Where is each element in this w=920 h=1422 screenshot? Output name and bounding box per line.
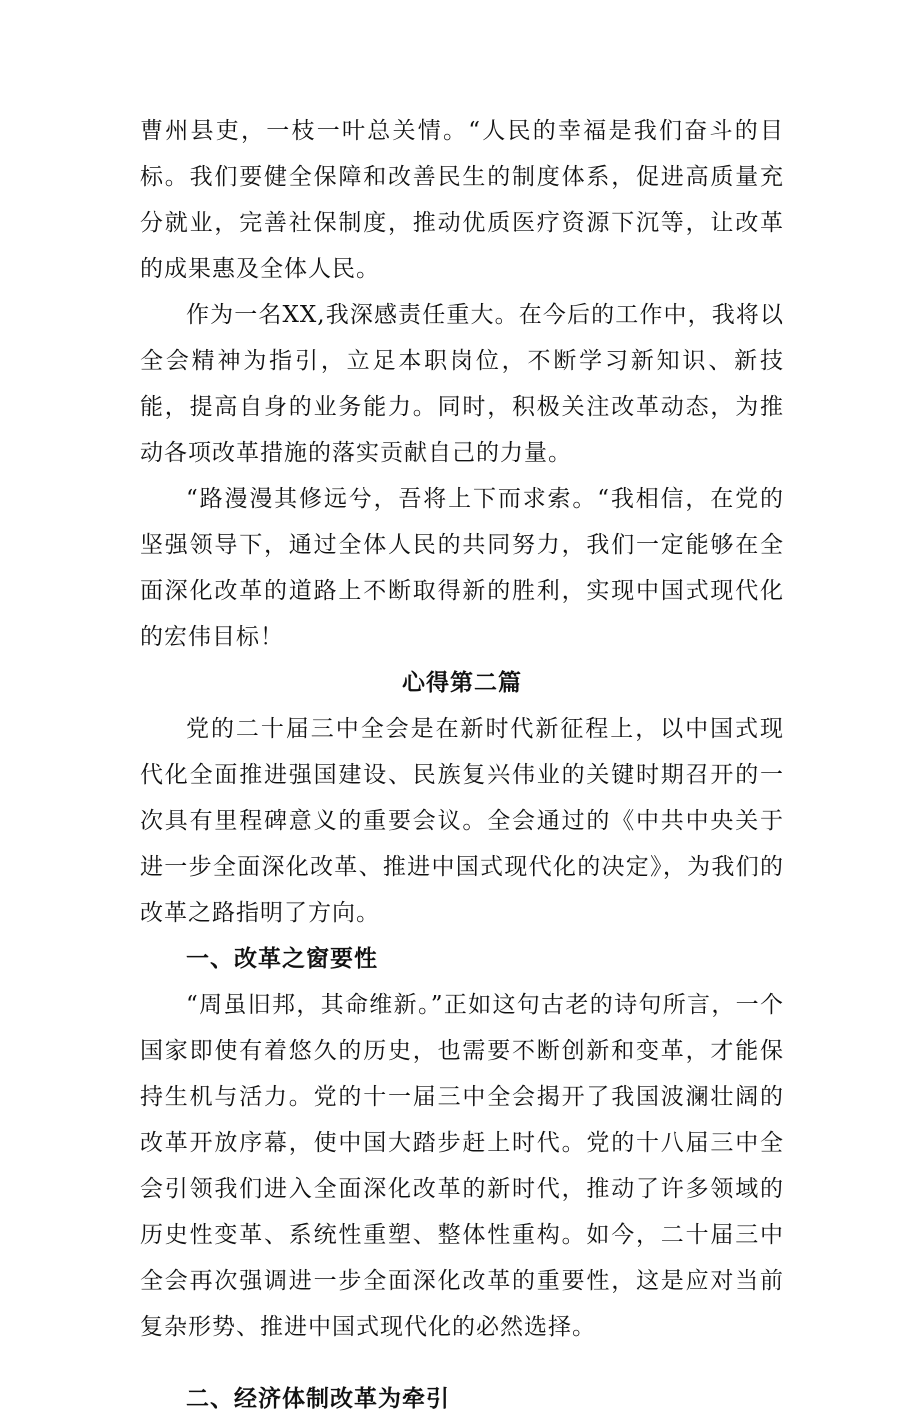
- paragraph-quote: “路漫漫其修远兮，吾将上下而求索。“我相信，在党的坚强领导下，通过全体人民的共同努力，我们一定能够在全面深化改革的道路上不断取得新的胜利，实现中国式现代化的宏伟目标！: [140, 486, 784, 650]
- document-body: [140, 108, 784, 1422]
- paragraph-responsibility: 作为一名XX,我深感责任重大。在今后的工作中，我将以全会精神为指引，立足本职岗位，不断学习新知识、新技能，提高自身的业务能力。同时，积极关注改革动态，为推动各项改革措施的落实贡献自己的力量。: [140, 302, 784, 466]
- heading-reform-importance: 一、改革之窗要性: [186, 945, 378, 972]
- heading-economic-reform: 二、经济体制改革为牵引: [186, 1385, 450, 1412]
- paragraph-reform-importance: “周虽旧邦，其命维新。”正如这句古老的诗句所言，一个国家即使有着悠久的历史，也需要不断创新和变革，才能保持生机与活力。党的十一届三中全会揭开了我国波澜壮阔的改革开放序幕，使中国大踏步赶上时代。党的十八届三中全会引领我们进入全面深化改革的新时代，推动了许多领域的历史性变革、系统性重塑、整体性重构。如今，二十届三中全会再次强调进一步全面深化改革的重要性，这是应对当前复杂形势、推进中国式现代化的必然选择。: [140, 992, 784, 1340]
- section-title: 心得第二篇: [402, 669, 522, 696]
- paragraph-intro: 党的二十届三中全会是在新时代新征程上，以中国式现代化全面推进强国建设、民族复兴伟业的关键时期召开的一次具有里程碑意义的重要会议。全会通过的《中共中央关于进一步全面深化改革、推进中国式现代化的决定》，为我们的改革之路指明了方向。: [140, 716, 784, 926]
- paragraph-continued: 曹州县吏，一枝一叶总关情。“人民的幸福是我们奋斗的目标。我们要健全保障和改善民生的制度体系，促进高质量充分就业，完善社保制度，推动优质医疗资源下沉等，让改革的成果惠及全体人民。: [140, 118, 784, 282]
